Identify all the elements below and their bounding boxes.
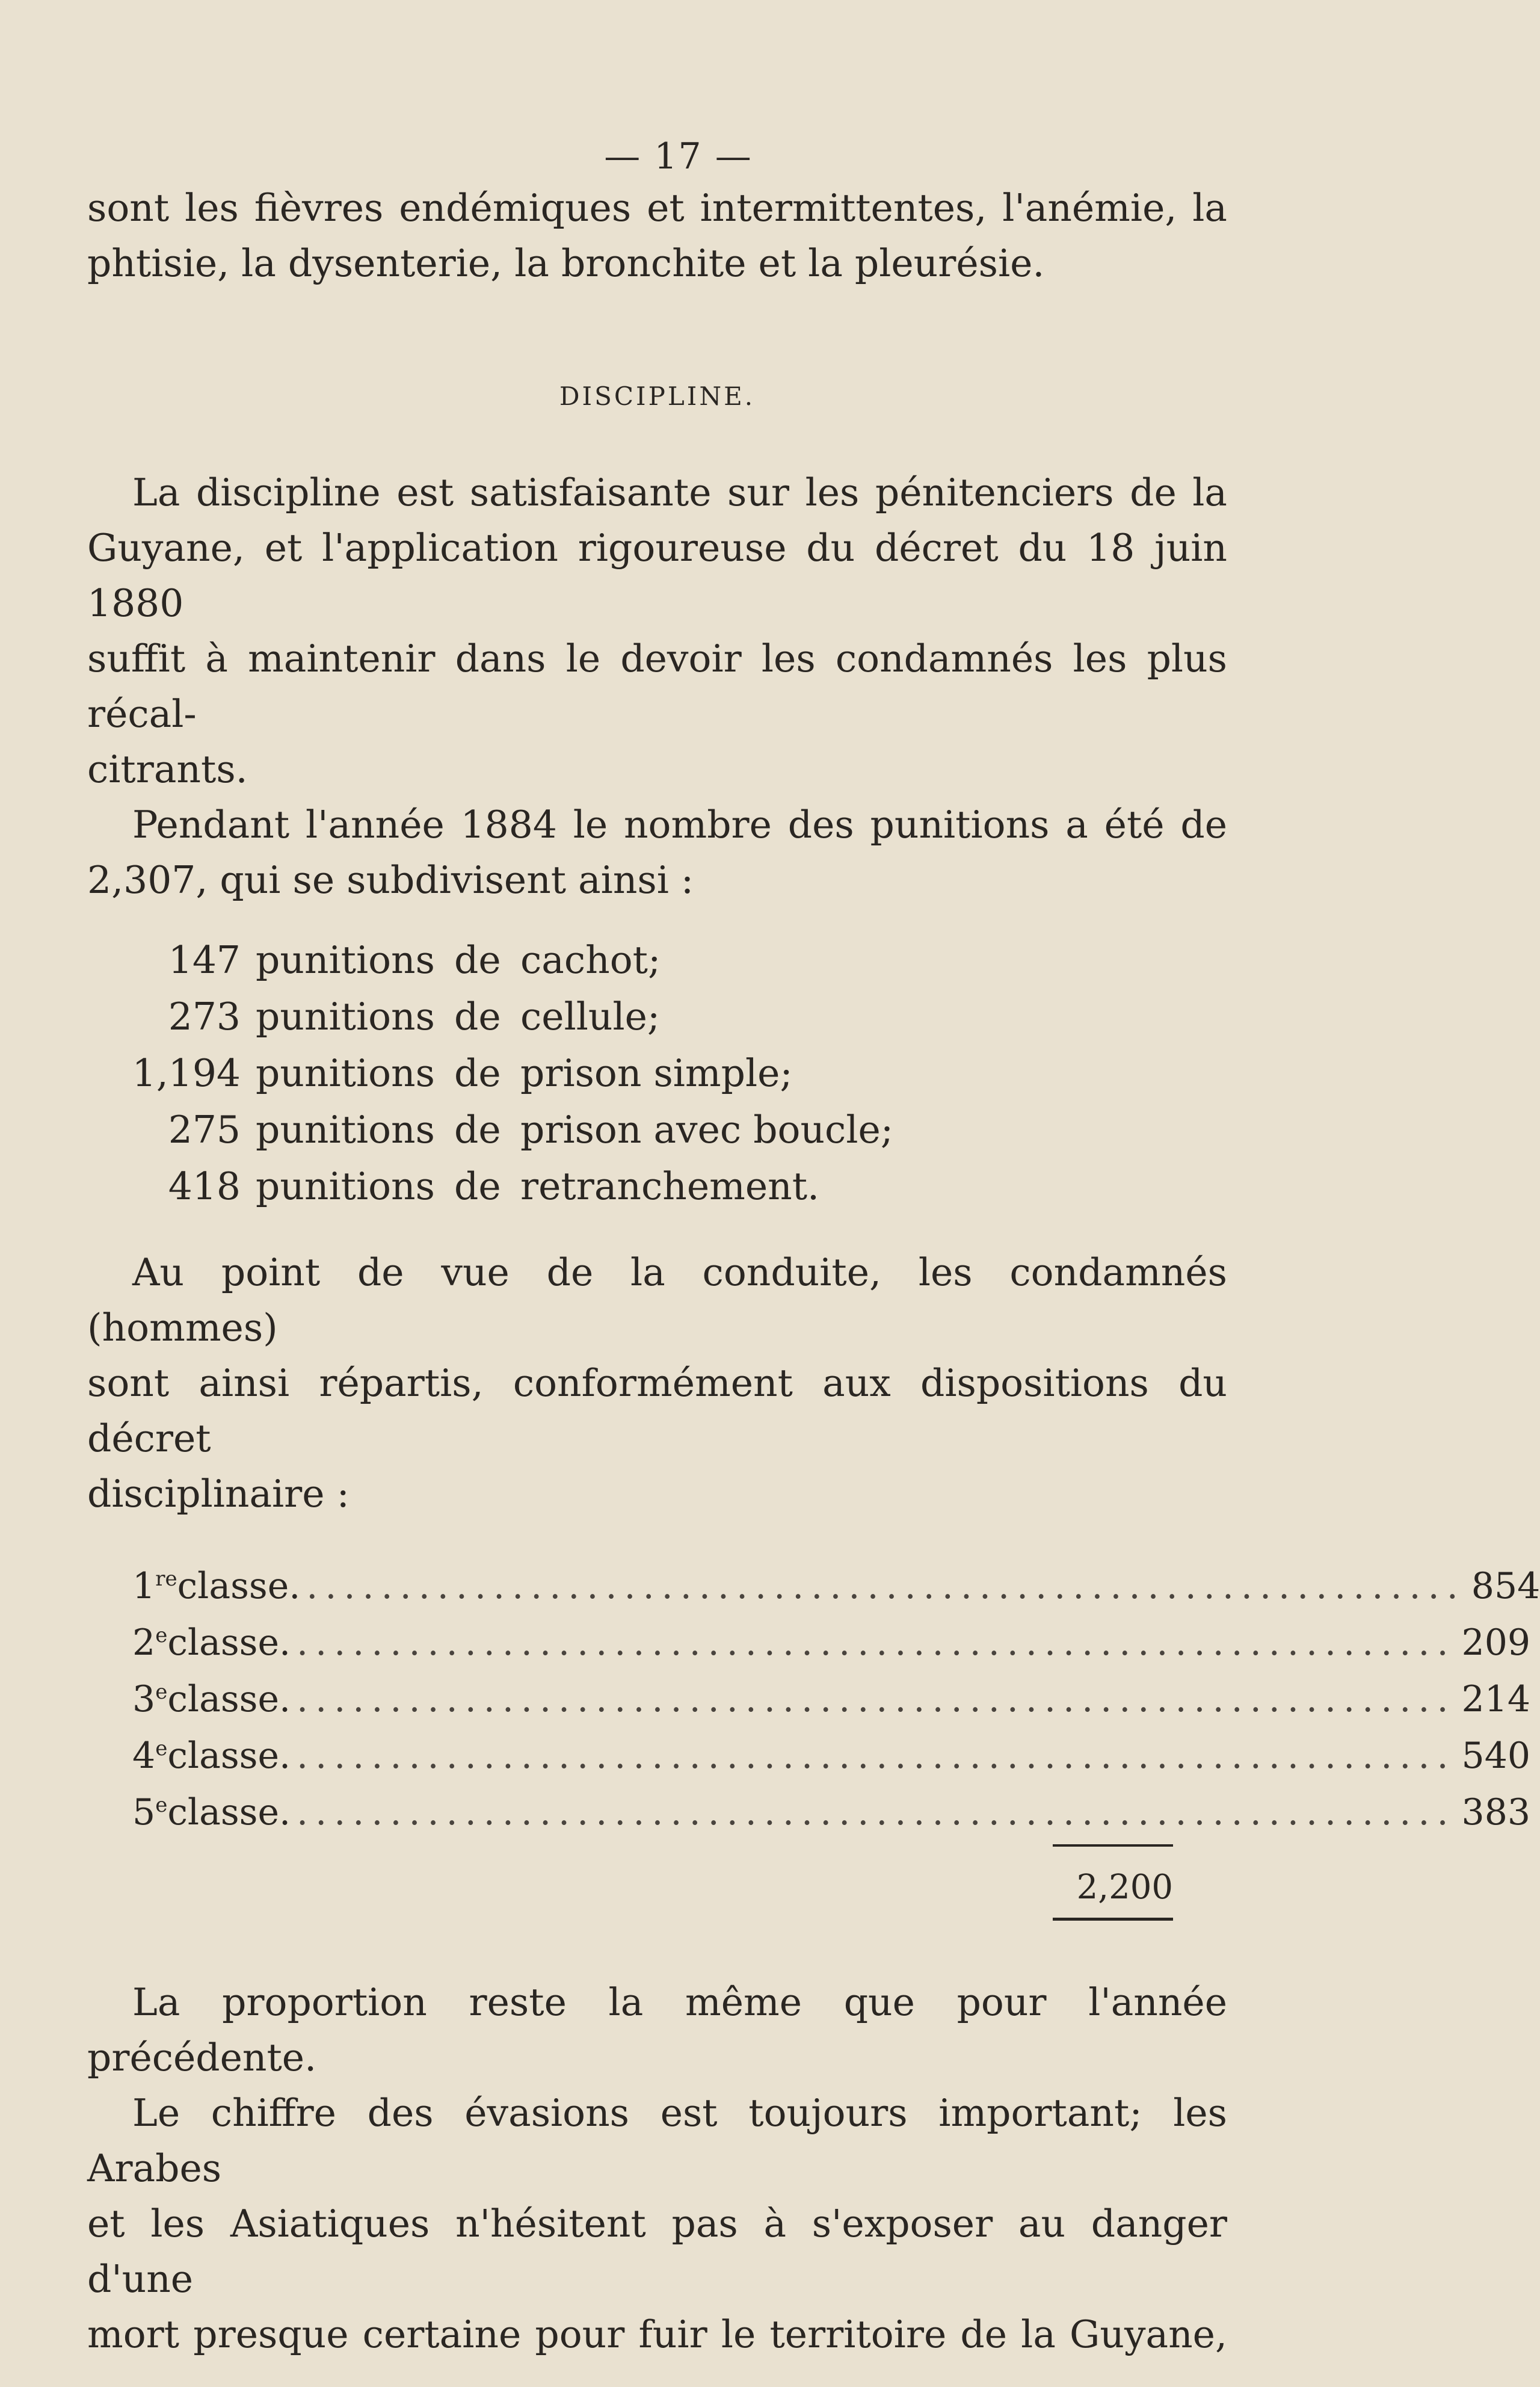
section-heading: DISCIPLINE. bbox=[559, 381, 756, 411]
punishment-type: prison simple; bbox=[520, 1051, 793, 1095]
text-line: Pendant l'année 1884 le nombre des punitions a été de bbox=[132, 803, 1227, 847]
class-value: 383 bbox=[1461, 1791, 1531, 1833]
punishment-prep: de bbox=[454, 1108, 501, 1152]
total-rule bbox=[1053, 1918, 1173, 1921]
punishment-count: 1,194 bbox=[132, 1051, 241, 1095]
page-number: — 17 — bbox=[604, 135, 753, 178]
class-label: 1reclasse. bbox=[132, 1565, 301, 1607]
closing-paragraphs bbox=[87, 1975, 1227, 2362]
punishment-prep: de bbox=[454, 995, 501, 1039]
total-value: 2,200 bbox=[1076, 1868, 1173, 1907]
table-row bbox=[132, 1614, 1531, 1671]
conduct-paragraph bbox=[87, 1245, 1227, 1522]
text-line: sont les fièvres endémiques et intermittentes, l'anémie, la bbox=[87, 186, 1227, 230]
punishment-prep: de bbox=[454, 1051, 501, 1095]
punishment-type: cellule; bbox=[520, 995, 661, 1039]
table-row bbox=[132, 1671, 1531, 1728]
list-item bbox=[87, 1158, 1227, 1215]
leader-dots: .............................................................. bbox=[297, 1735, 1456, 1777]
table-row bbox=[132, 1784, 1531, 1841]
punishment-word: punitions bbox=[256, 995, 435, 1039]
table-row bbox=[132, 1728, 1531, 1784]
class-label: 3eclasse. bbox=[132, 1678, 291, 1720]
text-line: disciplinaire : bbox=[87, 1472, 350, 1516]
class-label: 5eclasse. bbox=[132, 1791, 291, 1833]
punishment-type: prison avec boucle; bbox=[520, 1108, 893, 1152]
text-line: citrants. bbox=[87, 747, 248, 791]
text-line: Guyane, et l'application rigoureuse du décret du 18 juin 1880 bbox=[87, 526, 1227, 625]
intro-paragraph bbox=[87, 181, 1227, 291]
punishment-word: punitions bbox=[256, 1051, 435, 1095]
text-line: suffit à maintenir dans le devoir les condamnés les plus récal- bbox=[87, 637, 1227, 736]
class-table bbox=[132, 1558, 1540, 1921]
list-item bbox=[87, 1045, 1227, 1102]
list-item bbox=[87, 1102, 1227, 1158]
punishment-count: 418 bbox=[168, 1164, 241, 1208]
text-line: La discipline est satisfaisante sur les pénitenciers de la bbox=[132, 471, 1227, 514]
table-row bbox=[132, 1558, 1540, 1614]
class-label: 2eclasse. bbox=[132, 1622, 291, 1664]
punishments-list bbox=[87, 932, 1227, 1215]
list-item bbox=[87, 932, 1227, 989]
discipline-paragraph bbox=[87, 465, 1227, 797]
punishments-paragraph bbox=[87, 797, 1227, 908]
punishment-prep: de bbox=[454, 1164, 501, 1208]
class-value: 209 bbox=[1461, 1622, 1531, 1664]
text-line: mort presque certaine pour fuir le territoire de la Guyane, bbox=[87, 2312, 1227, 2356]
punishment-word: punitions bbox=[256, 938, 435, 982]
text-line: phtisie, la dysenterie, la bronchite et la pleurésie. bbox=[87, 241, 1045, 285]
class-value: 854 bbox=[1471, 1565, 1540, 1607]
text-line: et les Asiatiques n'hésitent pas à s'exposer au danger d'une bbox=[87, 2202, 1227, 2301]
sum-rule bbox=[1053, 1844, 1173, 1847]
punishment-word: punitions bbox=[256, 1164, 435, 1208]
page bbox=[87, 132, 1540, 2362]
class-label: 4eclasse. bbox=[132, 1735, 291, 1777]
class-value: 214 bbox=[1461, 1678, 1531, 1720]
text-line: Au point de vue de la conduite, les condamnés (hommes) bbox=[87, 1250, 1227, 1350]
punishment-prep: de bbox=[454, 938, 501, 982]
text-line: La proportion reste la même que pour l'année précédente. bbox=[87, 1980, 1227, 2080]
leader-dots: .............................................................. bbox=[306, 1565, 1465, 1607]
class-value: 540 bbox=[1461, 1735, 1531, 1777]
punishment-type: retranchement. bbox=[520, 1164, 820, 1208]
list-item bbox=[87, 989, 1227, 1045]
punishment-count: 147 bbox=[168, 938, 241, 982]
punishment-count: 273 bbox=[168, 995, 241, 1039]
punishment-word: punitions bbox=[256, 1108, 435, 1152]
text-line: 2,307, qui se subdivisent ainsi : bbox=[87, 858, 694, 902]
punishment-count: 275 bbox=[168, 1108, 241, 1152]
punishment-type: cachot; bbox=[520, 938, 661, 982]
leader-dots: .............................................................. bbox=[297, 1678, 1456, 1720]
leader-dots: .............................................................. bbox=[297, 1791, 1456, 1833]
leader-dots: .............................................................. bbox=[297, 1622, 1456, 1664]
text-line: sont ainsi répartis, conformément aux dispositions du décret bbox=[87, 1361, 1227, 1460]
text-line: Le chiffre des évasions est toujours important; les Arabes bbox=[87, 2091, 1227, 2190]
